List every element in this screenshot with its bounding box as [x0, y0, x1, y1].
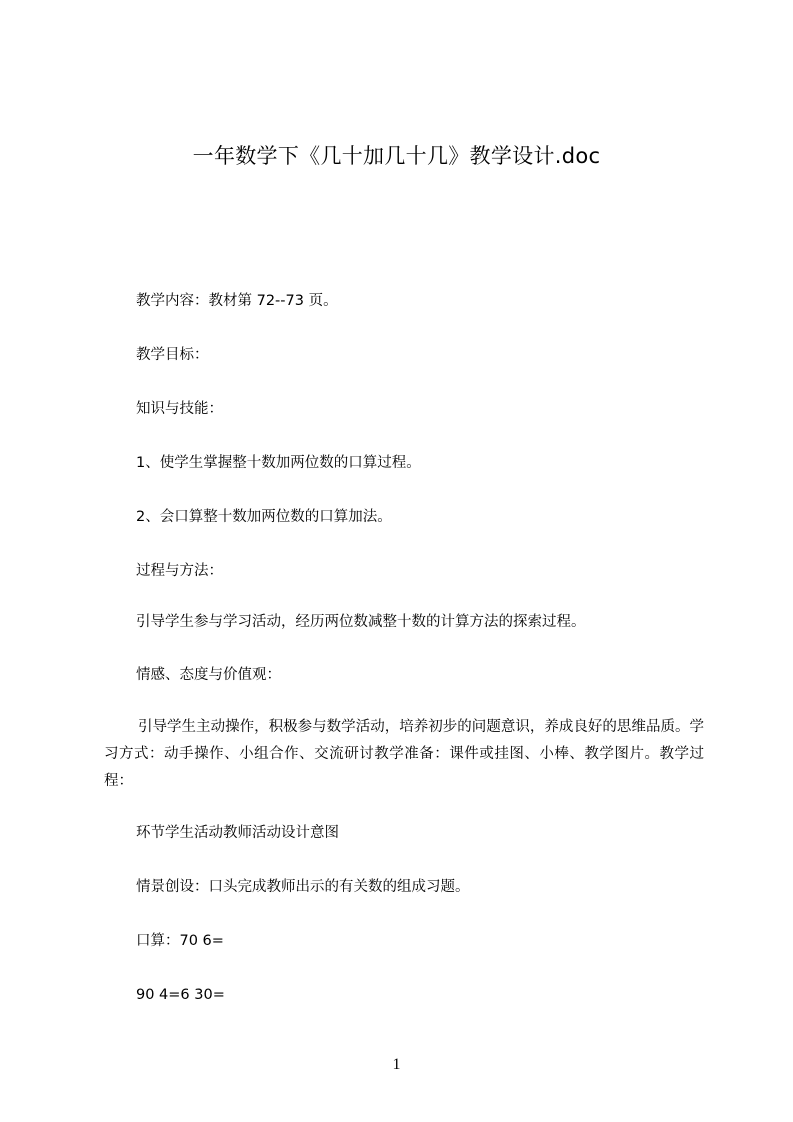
paragraph-active-operation: 引导学生主动操作，积极参与数学活动，培养初步的问题意识，养成良好的思维品质。学习方式：动手操作、小组合作、交流研讨教学准备：课件或挂图、小棒、教学图片。教学过程： — [104, 719, 704, 789]
paragraph-knowledge-skills: 知识与技能： — [136, 401, 223, 417]
paragraph-teaching-content: 教学内容：教材第 72--73 页。 — [136, 293, 338, 309]
paragraph-teaching-goals: 教学目标： — [136, 347, 209, 363]
paragraph-emotion-attitude: 情感、态度与价值观： — [136, 667, 281, 683]
document-title: 一年数学下《几十加几十几》教学设计.doc — [192, 144, 601, 168]
page-number: 1 — [392, 1056, 401, 1073]
paragraph-scene-creation: 情景创设：口头完成教师出示的有关数的组成习题。 — [136, 879, 470, 895]
paragraph-goal-2: 2、会口算整十数加两位数的口算加法。 — [136, 509, 392, 525]
paragraph-oral-calc: 口算：70 6= — [136, 933, 224, 949]
paragraph-calc-items: 90 4=6 30= — [136, 987, 225, 1003]
paragraph-table-header: 环节学生活动教师活动设计意图 — [136, 825, 339, 841]
paragraph-goal-1: 1、使学生掌握整十数加两位数的口算过程。 — [136, 455, 421, 471]
paragraph-process-method: 过程与方法： — [136, 563, 223, 579]
paragraph-guide-students: 引导学生参与学习活动，经历两位数减整十数的计算方法的探索过程。 — [136, 614, 586, 630]
